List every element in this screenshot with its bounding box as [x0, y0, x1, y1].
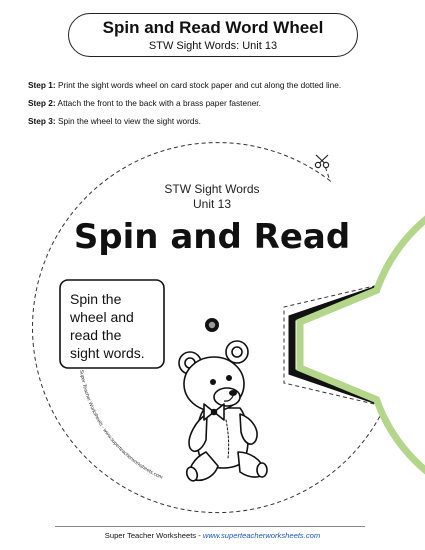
scissors-icon — [315, 155, 328, 168]
step-3-label: Step 3: — [28, 116, 56, 126]
instructions-line-4: sight words. — [70, 345, 145, 361]
step-2-text: Attach the front to the back with a brass paper fastener. — [57, 98, 261, 108]
brass-fastener-icon — [205, 318, 219, 332]
step-1-text: Print the sight words wheel on card stock paper and cut along the dotted line. — [57, 80, 342, 90]
step-2-label: Step 2: — [28, 98, 56, 108]
footer-separator: - — [196, 531, 203, 540]
footer-brand: Super Teacher Worksheets — [104, 531, 197, 540]
wheel-subtitle-line1: STW Sight Words — [164, 182, 260, 196]
teddy-bear-icon — [179, 341, 267, 482]
footer-url-link[interactable]: www.superteacherworksheets.com — [202, 531, 321, 540]
curved-brand-text — [78, 369, 163, 480]
instructions-line-2: wheel and — [70, 309, 134, 325]
curved-brand-textpath: Super Teacher Worksheets - www.superteacherworksheets.com — [78, 369, 164, 481]
wheel-title: Spin and Read — [73, 217, 351, 257]
instructions-line-1: Spin the — [70, 291, 122, 307]
page-title: Spin and Read Word Wheel — [102, 18, 324, 37]
wheel-subtitle-line2: Unit 13 — [192, 197, 232, 211]
footer — [0, 531, 425, 540]
step-1-label: Step 1: — [28, 80, 56, 90]
step-3-text: Spin the wheel to view the sight words. — [57, 116, 201, 126]
page-subtitle: STW Sight Words: Unit 13 — [148, 40, 278, 52]
instructions-line-3: read the — [70, 327, 122, 343]
footer-divider — [55, 526, 365, 527]
